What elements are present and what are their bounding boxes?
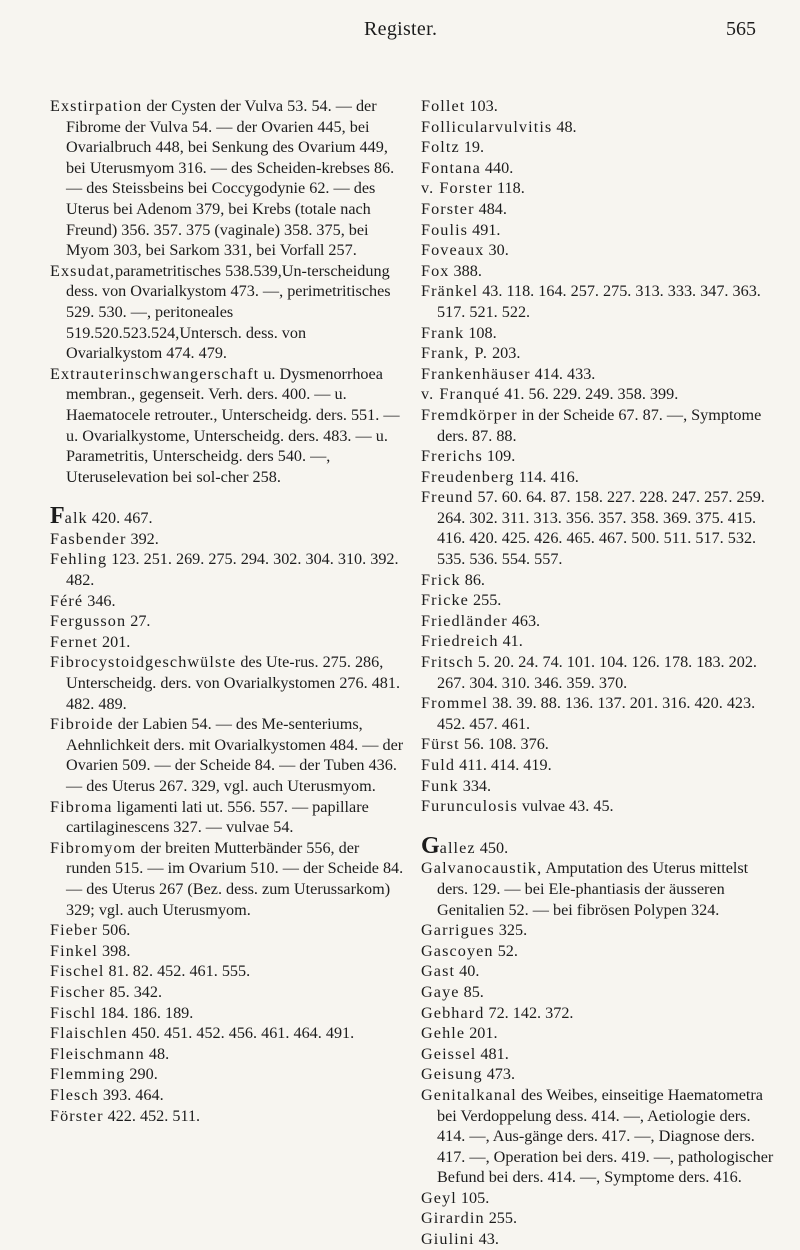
index-refs: 43. (474, 1230, 499, 1249)
index-headword: Fontana (421, 158, 481, 177)
index-entry (421, 734, 781, 755)
index-headword: Frommel (421, 694, 489, 713)
index-entry (50, 714, 405, 796)
index-headword: Fricke (421, 591, 469, 610)
index-headword: Foveaux (421, 241, 485, 260)
index-entry (50, 1106, 405, 1127)
index-refs: des Weibes, einseitige Haematometra bei Verdoppelung dess. 414. —, Aetiologie ders. 414. —, Aus-gänge ders. 417. —, Diagnose ders. 417. —, Operation bei ders. 419. —, pathologischer Befund bei ders. 414. —, Symptome ders. 416. (437, 1085, 774, 1187)
index-refs: 325. (494, 921, 528, 940)
index-headword: Fibroide (50, 715, 114, 734)
index-headword: Freudenberg (421, 467, 515, 486)
index-entry (421, 1003, 781, 1024)
index-entry (421, 982, 781, 1003)
index-headword: Gebhard (421, 1003, 485, 1022)
section-gap (50, 487, 405, 507)
index-entry (421, 1064, 781, 1085)
index-refs: 334. (458, 776, 492, 795)
index-entry (421, 446, 781, 467)
index-entry (50, 1023, 405, 1044)
index-entry (421, 920, 781, 941)
index-entry (50, 982, 405, 1003)
index-entry (421, 281, 781, 322)
index-headword: Funk (421, 776, 459, 795)
index-headword: Giulini (421, 1230, 475, 1249)
index-refs: u. Dysmenorrhoea membran., gegenseit. Verh. ders. 400. — u. Haematocele retrouter., Unterscheidg. ders. 551. — u. Ovarialkystome, Unterscheidg. ders. 483. — u. Parametritis, Unterscheidg. ders 540. —, Uteruselevation bei sol-cher 258. (66, 364, 400, 486)
index-entry (421, 693, 781, 734)
index-refs: 48. (552, 117, 577, 136)
index-refs: 27. (126, 612, 151, 631)
index-headword: Gast (421, 962, 456, 981)
index-entry (421, 858, 781, 920)
index-headword: Förster (50, 1106, 104, 1125)
index-headword: Furunculosis (421, 797, 518, 816)
index-entry (421, 611, 781, 632)
index-headword: Fritsch (421, 653, 474, 672)
index-refs: 201. (97, 632, 131, 651)
index-refs: 473. (482, 1065, 516, 1084)
index-refs: 481. (476, 1044, 509, 1063)
index-entry (50, 364, 405, 488)
index-refs: 450. (475, 838, 509, 857)
index-entry (421, 570, 781, 591)
index-entry (421, 1188, 781, 1209)
index-entry (50, 261, 405, 364)
index-entry (421, 343, 781, 364)
index-refs: 388. (449, 261, 482, 280)
index-refs: der breiten Mutterbänder 556, der runden 515. — im Ovarium 510. — der Scheide 84. — des Uterus 267 (Bez. dess. zum Uterussarkom) 329; vgl. auch Uterusmyom. (66, 838, 404, 919)
page-header (0, 10, 800, 50)
index-headword: Geissel (421, 1044, 477, 1063)
index-refs: 201. (465, 1024, 498, 1043)
index-refs: 184. 186. 189. (96, 1003, 194, 1022)
index-refs: 52. (493, 941, 518, 960)
index-headword: Finkel (50, 941, 98, 960)
index-refs: 108. (464, 323, 497, 342)
index-refs: der Labien 54. — des Me-senteriums, Aehnlichkeit ders. mit Ovarialkystomen 484. — der Ovarien 509. — der Scheide 84. — der Tuben 436. — des Uterus 267. 329, vgl. auch Uterusmyom. (66, 715, 404, 795)
index-refs: 346. (83, 591, 116, 610)
index-refs: 41. (498, 632, 523, 651)
index-refs: 414. 433. (530, 364, 596, 383)
index-refs: 484. (474, 199, 507, 218)
index-refs: 491. (468, 220, 501, 239)
index-entry (421, 941, 781, 962)
index-entry (421, 178, 781, 199)
page-title: Register. (364, 18, 438, 40)
index-headword: Fürst (421, 735, 460, 754)
index-entry (421, 796, 781, 817)
index-headword: Fieber (50, 921, 98, 940)
index-headword: Flesch (50, 1085, 99, 1104)
index-refs: 463. (507, 611, 541, 630)
index-refs: 48. (144, 1044, 170, 1063)
index-headword: Fischer (50, 982, 106, 1001)
index-refs: 255. (484, 1209, 518, 1228)
index-headword: Garrigues (421, 921, 495, 940)
index-column-left (50, 96, 405, 1126)
index-headword: Flaischlen (50, 1024, 128, 1043)
page-number: 565 (726, 18, 756, 40)
index-entry (50, 838, 405, 920)
index-entry (421, 220, 781, 241)
index-entry (421, 199, 781, 220)
index-refs: 422. 452. 511. (103, 1106, 201, 1125)
index-refs: 30. (484, 241, 509, 260)
index-refs: parametritisches 538.539,Un-terscheidung dess. von Ovarialkystom 473. —, perimetritisches 529. 530. —, peritoneales 519.520.523.524,Untersch. dess. von Ovarialkystom 474. 479. (66, 261, 391, 363)
index-entry (421, 1085, 781, 1188)
index-refs: 103. (465, 97, 498, 115)
index-refs: 19. (459, 138, 485, 157)
index-refs: 57. 60. 64. 87. 158. 227. 228. 247. 257. 259. 264. 302. 311. 313. 356. 357. 358. 369. 375. 415. 416. 420. 425. 426. 465. 467. 500. 511. 517. 532. 535. 536. 554. 557. (437, 488, 765, 569)
index-refs: 440. (480, 158, 514, 177)
index-entry (50, 591, 405, 612)
index-refs: 123. 251. 269. 275. 294. 302. 304. 310. 392. 482. (66, 550, 399, 590)
index-headword: Genitalkanal (421, 1085, 517, 1104)
index-entry (421, 652, 781, 693)
index-refs: 290. (125, 1065, 158, 1084)
index-entry (50, 1064, 405, 1085)
index-headword: Fischl (50, 1003, 97, 1022)
index-refs: 105. (456, 1188, 490, 1207)
index-headword: Foltz (421, 138, 460, 157)
index-entry (421, 137, 781, 158)
index-headword: Follicularvulvitis (421, 117, 553, 136)
index-entry (50, 941, 405, 962)
index-refs: 411. 414. 419. (455, 756, 552, 774)
index-refs: 109. (482, 447, 516, 466)
index-refs: 255. (468, 591, 502, 610)
index-entry (50, 611, 405, 632)
index-headword: Frerichs (421, 447, 483, 466)
index-entry (50, 1044, 405, 1065)
section-gap (421, 817, 781, 837)
index-entry (421, 1208, 781, 1229)
index-refs: 86. (460, 570, 485, 589)
index-headword: Follet (421, 97, 466, 115)
index-headword: Extrauterinschwangerschaft (50, 364, 260, 383)
index-entry (50, 549, 405, 590)
index-entry (421, 323, 781, 344)
index-headword: v. Forster (421, 179, 493, 198)
index-entry (421, 755, 781, 776)
index-headword: Freund (421, 488, 474, 507)
index-headword: Gehle (421, 1024, 466, 1043)
index-refs: vulvae 43. 45. (517, 797, 614, 816)
index-headword: v. Franqué (421, 385, 501, 404)
index-entry (421, 1044, 781, 1065)
index-refs: 41. 56. 229. 249. 358. 399. (500, 385, 679, 404)
index-headword: Fleischmann (50, 1044, 145, 1063)
index-headword: Frank, P. (421, 344, 489, 363)
index-entry (421, 405, 781, 446)
index-entry (421, 487, 781, 569)
index-headword: Exstirpation (50, 97, 143, 115)
index-headword: Gaye (421, 982, 460, 1001)
index-headword: Geisung (421, 1065, 483, 1084)
index-headword: Fischel (50, 962, 105, 981)
index-entry (50, 961, 405, 982)
index-entry (421, 364, 781, 385)
index-entry (421, 1229, 781, 1250)
index-headword: Gallez (421, 832, 476, 859)
index-headword: Galvanocaustik, (421, 859, 543, 878)
index-refs: Amputation des Uterus mittelst ders. 129. — bei Ele-phantiasis der äusseren Genitalien 52. — bei fibrösen Polypen 324. (437, 859, 749, 919)
index-headword: Fernet (50, 632, 98, 651)
index-headword: Gascoyen (421, 941, 494, 960)
index-refs: 420. 467. (87, 509, 153, 528)
index-entry (421, 832, 781, 859)
index-refs: in der Scheide 67. 87. —, Symptome ders. 87. 88. (437, 405, 762, 445)
index-headword: Fox (421, 261, 450, 280)
index-entry (421, 96, 781, 117)
index-headword: Frankenhäuser (421, 364, 531, 383)
index-headword: Fremdkörper (421, 405, 518, 424)
index-entry (421, 158, 781, 179)
index-entry (421, 384, 781, 405)
index-headword: Frank (421, 323, 465, 342)
index-refs: 72. 142. 372. (484, 1003, 574, 1022)
index-headword: Fibrocystoidgeschwülste (50, 653, 237, 672)
index-refs: der Cysten der Vulva 53. 54. — der Fibrome der Vulva 54. — der Ovarien 445, bei Ovarialbruch 448, bei Senkung des Ovarium 449, bei Uterusmyom 316. — des Scheiden-krebses 86. — des Steissbeins bei Coccygodynie 62. — des Uterus bei Adenom 379, bei Krebs (totale nach Freund) 356. 357. 375 (vaginale) 358. 375, bei Myom 303, bei Sarkom 331, bei Vorfall 257. (66, 97, 395, 260)
index-refs: 38. 39. 88. 136. 137. 201. 316. 420. 423. 452. 457. 461. (437, 694, 756, 733)
index-headword: Girardin (421, 1209, 485, 1228)
index-headword: Fibroma (50, 797, 113, 816)
index-headword: Fuld (421, 756, 456, 774)
index-headword: Fehling (50, 550, 108, 569)
index-column-right (421, 96, 781, 1250)
index-entry (50, 1085, 405, 1106)
index-entry (50, 632, 405, 653)
index-refs: 43. 118. 164. 257. 275. 313. 333. 347. 363. 517. 521. 522. (437, 282, 761, 321)
index-refs: 203. (488, 344, 521, 363)
index-refs: des Ute-rus. 275. 286, Unterscheidg. ders. von Ovarialkystomen 276. 481. 482. 489. (66, 653, 401, 713)
index-headword: Fibromyom (50, 838, 137, 857)
index-entry (50, 797, 405, 838)
index-entry (50, 920, 405, 941)
index-entry (421, 117, 781, 138)
index-refs: 85. 342. (105, 982, 163, 1001)
index-refs: 118. (493, 179, 525, 198)
index-entry (421, 631, 781, 652)
index-headword: Féré (50, 591, 84, 610)
index-headword: Exsudat, (50, 261, 115, 280)
index-headword: Geyl (421, 1188, 457, 1207)
index-refs: 398. (97, 941, 131, 960)
index-refs: 506. (97, 921, 131, 940)
index-headword: Falk (50, 503, 88, 530)
index-headword: Fergusson (50, 612, 127, 631)
index-entry (421, 240, 781, 261)
index-headword: Forster (421, 199, 475, 218)
index-entry (50, 503, 405, 530)
index-entry (50, 1003, 405, 1024)
index-entry (50, 529, 405, 550)
index-entry (421, 590, 781, 611)
index-refs: 392. (126, 529, 159, 548)
index-entry (421, 1023, 781, 1044)
index-headword: Frick (421, 570, 461, 589)
index-refs: ligamenti lati ut. 556. 557. — papillare cartilaginescens 327. — vulvae 54. (66, 797, 369, 837)
index-headword: Foulis (421, 220, 469, 239)
index-refs: 450. 451. 452. 456. 461. 464. 491. (127, 1024, 355, 1043)
index-refs: 85. (459, 982, 484, 1001)
index-refs: 114. 416. (514, 467, 579, 486)
index-headword: Fränkel (421, 282, 479, 301)
index-refs: 5. 20. 24. 74. 101. 104. 126. 178. 183. 202. 267. 304. 310. 346. 359. 370. (437, 653, 757, 692)
index-headword: Fasbender (50, 529, 127, 548)
index-refs: 40. (455, 962, 480, 981)
index-headword: Flemming (50, 1065, 126, 1084)
index-refs: 81. 82. 452. 461. 555. (104, 962, 251, 981)
index-refs: 393. 464. (98, 1085, 164, 1104)
index-entry (421, 961, 781, 982)
index-refs: 56. 108. 376. (459, 735, 549, 754)
index-entry (421, 467, 781, 488)
index-headword: Friedländer (421, 611, 508, 630)
index-entry (50, 96, 405, 261)
index-entry (421, 261, 781, 282)
index-entry (421, 776, 781, 797)
index-headword: Friedreich (421, 632, 499, 651)
index-entry (50, 652, 405, 714)
